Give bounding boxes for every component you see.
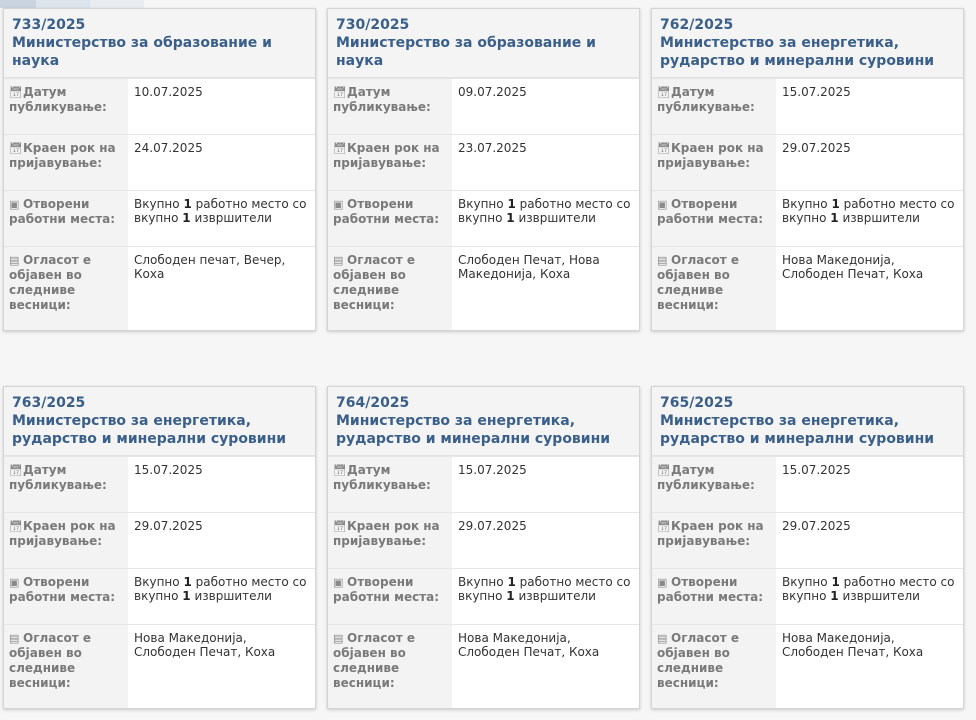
value-deadline: 24.07.2025 — [134, 141, 203, 155]
job-card[interactable] — [3, 386, 316, 709]
value-deadline: 29.07.2025 — [782, 141, 851, 155]
label-positions: Отворени работни места: — [657, 197, 764, 226]
label-deadline: Краен рок на пријавување: — [9, 519, 116, 548]
card-header[interactable] — [328, 387, 639, 456]
value-published: 10.07.2025 — [134, 85, 203, 99]
newspaper-icon: ▤ — [333, 254, 344, 267]
calendar-icon: 📅︎ — [333, 142, 347, 155]
calendar-icon: 📅︎ — [9, 520, 23, 533]
newspaper-icon: ▤ — [9, 632, 20, 645]
money-icon: ▣ — [657, 198, 668, 211]
value-newspapers: Слободен Печат, Нова Македонија, Коха — [458, 253, 600, 281]
job-card[interactable] — [3, 8, 316, 331]
value-newspapers: Слободен печат, Вечер, Коха — [134, 253, 286, 281]
card-number[interactable]: 733/2025 — [12, 17, 86, 33]
label-positions: Отворени работни места: — [9, 575, 116, 604]
row-published — [4, 78, 315, 134]
calendar-icon: 📅︎ — [657, 520, 671, 533]
row-positions — [328, 190, 639, 246]
label-newspapers: Огласот е објавен во следниве весници: — [657, 631, 739, 690]
value-positions: Вкупно 1 работно место со вкупно 1 извршители — [134, 197, 307, 225]
row-newspapers — [652, 246, 963, 330]
value-newspapers: Нова Македонија, Слободен Печат, Коха — [458, 631, 600, 659]
value-positions: Вкупно 1 работно место со вкупно 1 извршители — [134, 575, 307, 603]
calendar-icon: 📅︎ — [657, 464, 671, 477]
row-published — [652, 78, 963, 134]
value-positions: Вкупно 1 работно место со вкупно 1 извршители — [458, 575, 631, 603]
value-positions: Вкупно 1 работно место со вкупно 1 извршители — [458, 197, 631, 225]
value-positions: Вкупно 1 работно место со вкупно 1 извршители — [782, 197, 955, 225]
value-deadline: 29.07.2025 — [782, 519, 851, 533]
card-header[interactable] — [652, 9, 963, 78]
row-positions — [652, 190, 963, 246]
card-number[interactable]: 765/2025 — [660, 395, 734, 411]
label-published: Датум публикување: — [333, 463, 431, 492]
calendar-icon: 📅︎ — [9, 142, 23, 155]
row-positions — [652, 568, 963, 624]
card-institution[interactable]: Министерство за образование и наука — [336, 35, 596, 69]
card-number[interactable]: 764/2025 — [336, 395, 410, 411]
label-published: Датум публикување: — [9, 85, 107, 114]
value-published: 15.07.2025 — [782, 463, 851, 477]
row-deadline — [652, 134, 963, 190]
label-positions: Отворени работни места: — [9, 197, 116, 226]
card-number[interactable]: 762/2025 — [660, 17, 734, 33]
row-published — [328, 456, 639, 512]
value-newspapers: Нова Македонија, Слободен Печат, Коха — [134, 631, 276, 659]
row-published — [652, 456, 963, 512]
value-published: 15.07.2025 — [134, 463, 203, 477]
card-header[interactable] — [4, 9, 315, 78]
label-newspapers: Огласот е објавен во следниве весници: — [9, 253, 91, 312]
newspaper-icon: ▤ — [9, 254, 20, 267]
row-deadline — [4, 512, 315, 568]
card-institution[interactable]: Министерство за енергетика, рударство и минерални суровини — [12, 413, 287, 447]
card-number[interactable]: 730/2025 — [336, 17, 410, 33]
value-deadline: 29.07.2025 — [458, 519, 527, 533]
row-positions — [4, 190, 315, 246]
money-icon: ▣ — [333, 576, 344, 589]
money-icon: ▣ — [9, 576, 20, 589]
label-published: Датум публикување: — [9, 463, 107, 492]
label-positions: Отворени работни места: — [657, 575, 764, 604]
row-newspapers — [4, 624, 315, 708]
calendar-icon: 📅︎ — [333, 520, 347, 533]
money-icon: ▣ — [9, 198, 20, 211]
newspaper-icon: ▤ — [657, 632, 668, 645]
money-icon: ▣ — [657, 576, 668, 589]
row-newspapers — [4, 246, 315, 330]
card-institution[interactable]: Министерство за енергетика, рударство и минерални суровини — [660, 35, 935, 69]
value-newspapers: Нова Македонија, Слободен Печат, Коха — [782, 253, 924, 281]
label-newspapers: Огласот е објавен во следниве весници: — [9, 631, 91, 690]
label-deadline: Краен рок на пријавување: — [333, 141, 440, 170]
calendar-icon: 📅︎ — [333, 86, 347, 99]
card-header[interactable] — [328, 9, 639, 78]
row-newspapers — [328, 624, 639, 708]
label-deadline: Краен рок на пријавување: — [657, 141, 764, 170]
label-deadline: Краен рок на пријавување: — [657, 519, 764, 548]
label-positions: Отворени работни места: — [333, 197, 440, 226]
label-published: Датум публикување: — [657, 463, 755, 492]
label-deadline: Краен рок на пријавување: — [333, 519, 440, 548]
label-published: Датум публикување: — [333, 85, 431, 114]
row-deadline — [4, 134, 315, 190]
job-card[interactable] — [651, 386, 964, 709]
label-positions: Отворени работни места: — [333, 575, 440, 604]
row-newspapers — [328, 246, 639, 330]
calendar-icon: 📅︎ — [657, 142, 671, 155]
card-institution[interactable]: Министерство за енергетика, рударство и минерални суровини — [660, 413, 935, 447]
card-header[interactable] — [652, 387, 963, 456]
card-number[interactable]: 763/2025 — [12, 395, 86, 411]
value-published: 15.07.2025 — [458, 463, 527, 477]
calendar-icon: 📅︎ — [333, 464, 347, 477]
value-published: 09.07.2025 — [458, 85, 527, 99]
money-icon: ▣ — [333, 198, 344, 211]
card-institution[interactable]: Министерство за енергетика, рударство и минерални суровини — [336, 413, 611, 447]
job-card[interactable] — [327, 386, 640, 709]
row-deadline — [652, 512, 963, 568]
card-institution[interactable]: Министерство за образование и наука — [12, 35, 272, 69]
calendar-icon: 📅︎ — [9, 464, 23, 477]
value-positions: Вкупно 1 работно место со вкупно 1 извршители — [782, 575, 955, 603]
label-newspapers: Огласот е објавен во следниве весници: — [657, 253, 739, 312]
job-card[interactable] — [651, 8, 964, 331]
label-newspapers: Огласот е објавен во следниве весници: — [333, 631, 415, 690]
value-newspapers: Нова Македонија, Слободен Печат, Коха — [782, 631, 924, 659]
calendar-icon: 📅︎ — [9, 86, 23, 99]
row-published — [328, 78, 639, 134]
label-newspapers: Огласот е објавен во следниве весници: — [333, 253, 415, 312]
label-published: Датум публикување: — [657, 85, 755, 114]
row-newspapers — [652, 624, 963, 708]
value-deadline: 29.07.2025 — [134, 519, 203, 533]
newspaper-icon: ▤ — [333, 632, 344, 645]
value-published: 15.07.2025 — [782, 85, 851, 99]
row-published — [4, 456, 315, 512]
row-deadline — [328, 512, 639, 568]
top-decoration-strip — [0, 0, 200, 8]
value-deadline: 23.07.2025 — [458, 141, 527, 155]
job-card[interactable] — [327, 8, 640, 331]
row-deadline — [328, 134, 639, 190]
card-header[interactable] — [4, 387, 315, 456]
row-positions — [328, 568, 639, 624]
newspaper-icon: ▤ — [657, 254, 668, 267]
label-deadline: Краен рок на пријавување: — [9, 141, 116, 170]
calendar-icon: 📅︎ — [657, 86, 671, 99]
row-positions — [4, 568, 315, 624]
